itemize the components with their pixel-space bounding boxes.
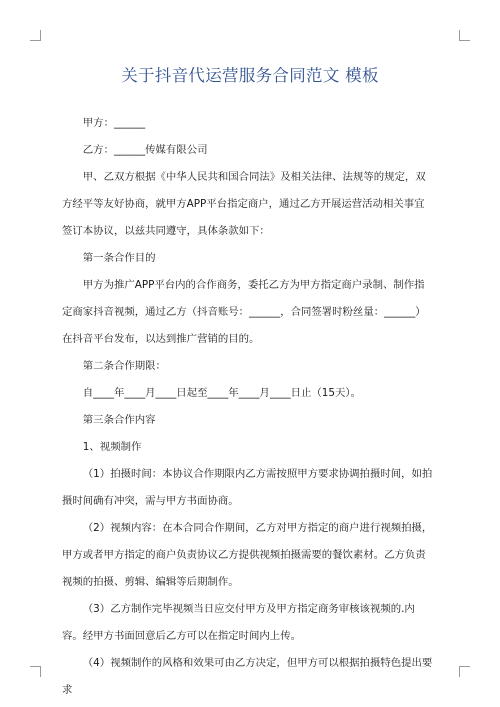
crop-mark-bottom-right	[459, 666, 470, 677]
article-3-heading: 第三条合作内容	[82, 414, 156, 426]
document-body	[62, 110, 434, 704]
party-a-line: 甲方：______	[82, 117, 146, 129]
crop-mark-top-left	[30, 30, 41, 41]
clause-delivery-review: （3）乙方制作完毕视频当日应交付甲方及甲方指定商务审核该视频的.内容。经甲方书面回意后乙方可以在指定时间内上传。	[62, 603, 415, 642]
document-title: 关于抖音代运营服务合同范文 模板	[121, 66, 379, 85]
article-1-paragraph: 甲方为推广APP平台内的合作商务，委托乙方为甲方指定商户录制、制作指定商家抖音视频，通过乙方（抖音账号：______，合同签署时粉丝量：______）在抖音平台发布，以达到推广营销的目的。	[62, 279, 426, 345]
article-2-heading: 第二条合作期限：	[82, 360, 166, 372]
article-1-heading: 第一条合作目的	[82, 252, 156, 264]
clause-style-effect: （4）视频制作的风格和效果可由乙方决定，但甲方可以根据拍摄特色提出要求	[62, 657, 433, 696]
crop-mark-bottom-left	[30, 666, 41, 677]
crop-mark-top-right	[459, 30, 470, 41]
clause-shooting-time: （1）拍摄时间：本协议合作期限内乙方需按照甲方要求协调拍摄时间，如拍摄时间确有冲突，需与甲方书面协商。	[62, 468, 433, 507]
clause-video-content: （2）视频内容：在本合同合作期间，乙方对甲方指定的商户进行视频拍摄，甲方或者甲方指定的商户负责协议乙方提供视频拍摄需要的餐饮素材。乙方负责视频的拍摄、剪辑、编辑等后期制作。	[62, 522, 433, 588]
section-video-production: 1、视频制作	[82, 441, 142, 453]
preamble-paragraph: 甲、乙双方根据《中华人民共和国合同法》及相关法律、法规等的规定，双方经平等友好协商，就甲方APP平台指定商户，通过乙方开展运营活动相关事宜签订本协议，以兹共同遵守，具体条款如下：	[62, 171, 426, 237]
article-2-paragraph: 自____年____月____日起至____年____月____日止（15天）。	[82, 387, 361, 399]
party-b-line: 乙方：______传媒有限公司	[82, 144, 208, 156]
